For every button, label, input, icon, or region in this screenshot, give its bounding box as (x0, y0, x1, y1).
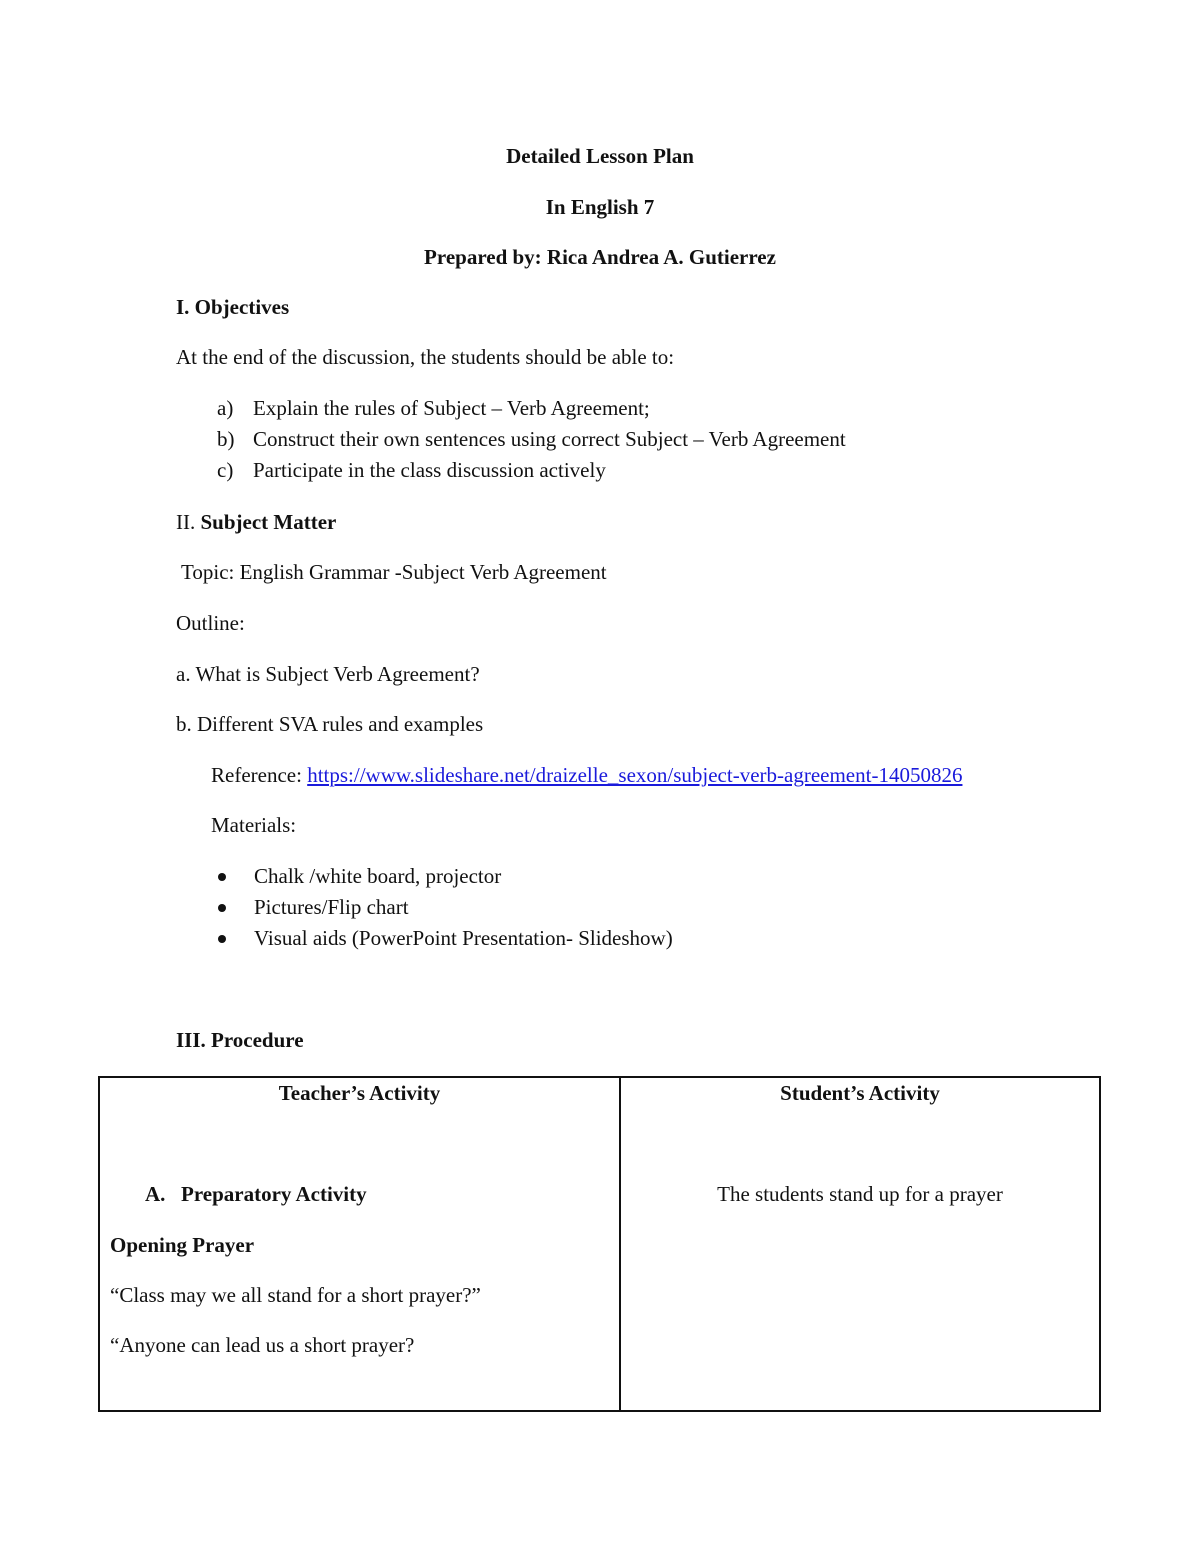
subject-matter-prefix: II. (176, 510, 196, 534)
reference-line (211, 765, 962, 786)
objective-text: Participate in the class discussion actively (253, 458, 606, 482)
objective-text: Construct their own sentences using correct Subject – Verb Agreement (253, 427, 846, 451)
teacher-line: “Class may we all stand for a short prayer?” (110, 1283, 481, 1307)
subject-matter-title: Subject Matter (200, 510, 337, 534)
section-marker: A. (145, 1182, 166, 1206)
subject-matter-heading (176, 512, 336, 533)
topic-line: Topic: English Grammar -Subject Verb Agreement (181, 560, 607, 584)
material-text: Visual aids (PowerPoint Presentation- Slideshow) (254, 926, 673, 950)
objective-marker: b) (217, 427, 235, 451)
material-text: Chalk /white board, projector (254, 864, 502, 888)
prepared-by: Prepared by: Rica Andrea A. Gutierrez (424, 245, 776, 269)
procedure-heading: III. Procedure (176, 1028, 304, 1052)
reference-link[interactable]: https://www.slideshare.net/draizelle_sexon/subject-verb-agreement-14050826 (307, 763, 963, 787)
outline-label: Outline: (176, 611, 245, 635)
objective-marker: c) (217, 458, 234, 482)
section-title: Preparatory Activity (181, 1182, 367, 1206)
bullet-icon (218, 904, 226, 912)
teacher-line: “Anyone can lead us a short prayer? (110, 1333, 415, 1357)
bullet-icon (218, 873, 226, 881)
outline-item: a. What is Subject Verb Agreement? (176, 662, 480, 686)
reference-label: Reference: (211, 763, 302, 787)
student-response: The students stand up for a prayer (717, 1182, 1003, 1206)
document-subject: In English 7 (545, 195, 655, 219)
objectives-heading: I. Objectives (176, 295, 290, 319)
outline-item: b. Different SVA rules and examples (176, 712, 484, 736)
bullet-icon (218, 935, 226, 943)
student-activity-header: Student’s Activity (780, 1081, 940, 1105)
opening-prayer-heading: Opening Prayer (110, 1233, 255, 1257)
teacher-activity-header: Teacher’s Activity (278, 1081, 441, 1105)
table-column-divider (619, 1076, 621, 1412)
objective-text: Explain the rules of Subject – Verb Agreement; (253, 396, 650, 420)
objectives-intro: At the end of the discussion, the students should be able to: (176, 345, 675, 369)
objective-marker: a) (217, 396, 234, 420)
materials-label: Materials: (211, 813, 297, 837)
document-title: Detailed Lesson Plan (506, 144, 694, 168)
material-text: Pictures/Flip chart (254, 895, 409, 919)
